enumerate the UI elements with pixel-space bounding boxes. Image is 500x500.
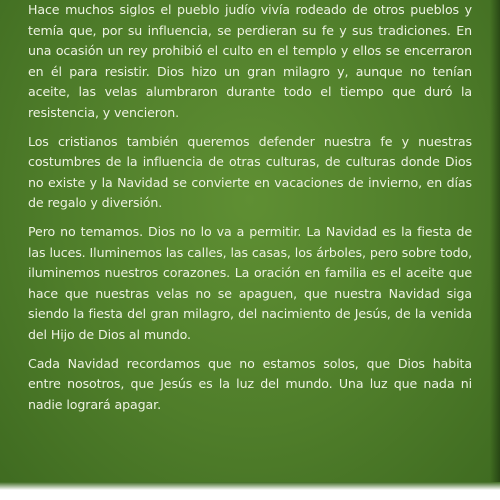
paragraph-1: Hace muchos siglos el pueblo judío vivía rodeado de otros pueblos y temía que, por su influencia, se perdieran su fe y sus tradiciones. En una ocasión un rey prohibió el culto en el templo y ellos se encerraron en él para resistir. Dios hizo un gran milagro y, aunque no tenían aceite, las velas alumbraron durante todo el tiempo que duró la resistencia, y vencieron. (28, 2, 472, 120)
bottom-margin (0, 482, 500, 500)
paragraph-4: Cada Navidad recordamos que no estamos solos, que Dios habita entre nosotros, que Jesús es la luz del mundo. Una luz que nada ni nadie logrará apagar. (28, 355, 472, 412)
paragraph-3: Pero no temamos. Dios no lo va a permitir. La Navidad es la fiesta de las luces. Iluminemos las calles, las casas, los árboles, pero sobre todo, iluminemos nuestros corazones. La oración en familia es el aceite que hace que nuestras velas no se apaguen, que nuestra Navidad siga siendo la fiesta del gran milagro, del nacimiento de Jesús, de la venida del Hijo de Dios al mundo. (28, 223, 472, 342)
paragraph-2: Los cristianos también queremos defender nuestra fe y nuestras costumbres de la influencia de otras culturas, de culturas donde Dios no existe y la Navidad se convierte en vacaciones de invierno, en días de regalo y diversión. (28, 133, 472, 211)
page-edge-shadow (490, 0, 500, 500)
body-text (28, 0, 472, 423)
